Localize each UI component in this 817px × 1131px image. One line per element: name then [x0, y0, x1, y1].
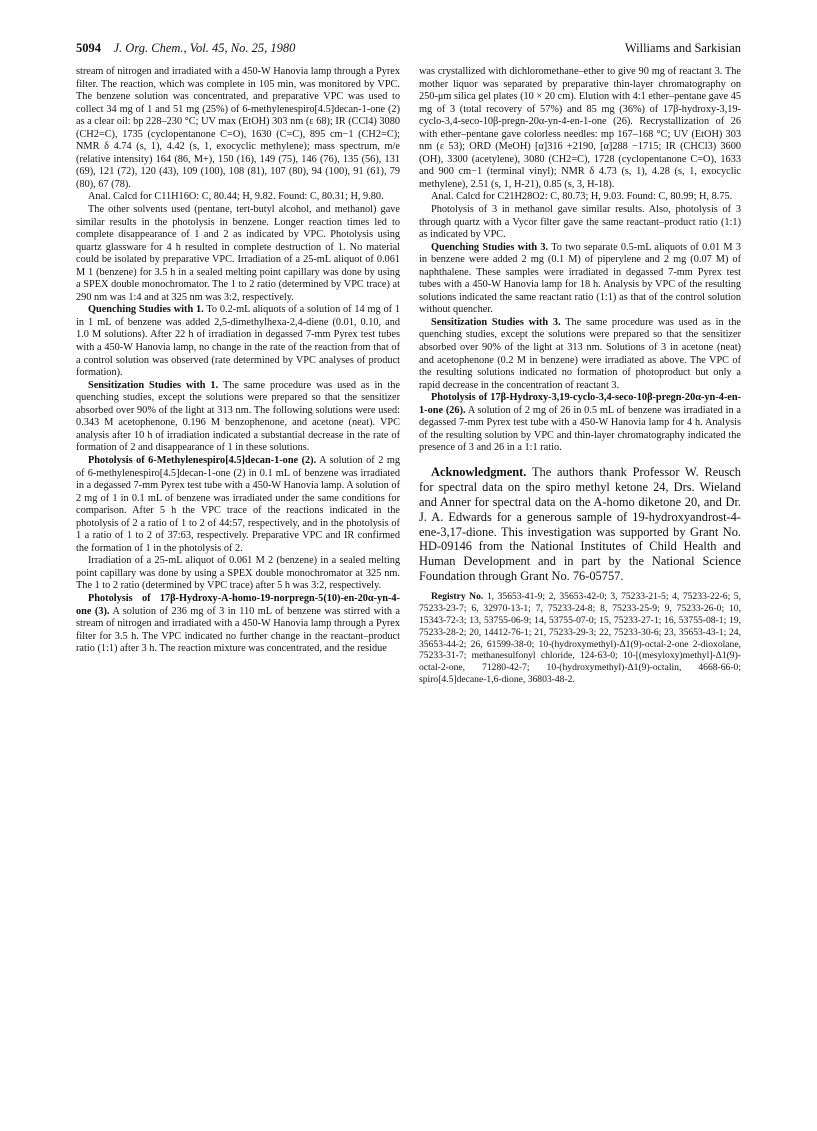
acknowledgment-heading: Acknowledgment.: [431, 464, 527, 479]
section-heading: Sensitization Studies with 3.: [431, 316, 561, 328]
section-heading: Quenching Studies with 1.: [88, 304, 204, 316]
paragraph: Quenching Studies with 1. To 0.2-mL aliquots of a solution of 14 mg of 1 in 1 mL of benzene was added 2,5-dimethylhexa-2,4-diene (0.01, 0.10, and 1.0 M solutions). After 22 h of irradiation in degassed 7-mm Pyrex test tubes with a 450-W Hanovia lamp, no change in the rate of the reaction from that of a control solution was observed (rate determined by VPC analyses of product formation).: [76, 304, 400, 379]
section-heading: Photolysis of 17β-Hydroxy-A-homo-19-norpregn-5(10)-en-20α-yn-4-one (3).: [76, 592, 400, 617]
paragraph: was crystallized with dichloromethane–ether to give 90 mg of reactant 3. The mother liquor was separated by preparative thin-layer chromatography on 250-μm silica gel plates (10 × 20 cm). Elution with 4:1 ether–pentane gave 45 mg of 3 (total recovery of 57%) and 85 mg (36%) of 17β-hydroxy-3,19-cyclo-3,4-seco-10β-pregn-20α-yn-4-en-1-one (26). Recrystallization of 26 with ether–pentane gave colorless needles: mp 167–168 °C; UV (EtOH) 303 nm (ε 53); ORD (MeOH) [α]316 +2190, [α]288 −1715; IR (CHCl3) 3600 (OH), 3300 (acetylene), 3080 (CH2=C), 1728 (cyclopentanone C=O), 1633 and 900 cm−1 (terminal vinyl); NMR δ 4.73 (s, 1), 4.28 (s, 1, exocyclic methylene), 2.51 (s, 1, H-21), 0.85 (s, 3, H-18).: [419, 66, 741, 190]
paragraph: Photolysis of 3 in methanol gave similar results. Also, photolysis of 3 through quartz with a Vycor filter gave the same reactant–product ratio (1:1) as indicated by VPC.: [419, 204, 741, 241]
paragraph: stream of nitrogen and irradiated with a 450-W Hanovia lamp through a Pyrex filter. The reaction, which was complete in 105 min, was monitored by VPC. The benzene solution was concentrated, and preparative VPC was used to collect 34 mg of 1 and 51 mg (25%) of 6-methylenespiro[4.5]decan-1-one (2) as a clear oil: bp 228–230 °C; UV max (EtOH) 303 nm (ε 68); IR (CCl4) 3080 (CH2=C), 1735 (cyclopentanone C=O), 1630 (C=C), 895 cm−1 (CH2=C); NMR δ 4.74 (s, 1), 4.42 (s, 1, exocyclic methylene); mass spectrum, m/e (relative intensity) 164 (86, M+), 150 (16), 149 (75), 146 (76), 135 (56), 131 (69), 121 (72), 120 (43), 109 (100), 108 (81), 107 (80), 94 (100), 91 (61), 79 (80), 67 (78).: [76, 66, 400, 190]
section-heading: Photolysis of 6-Methylenespiro[4.5]decan-1-one (2).: [88, 454, 317, 466]
page-header: [76, 40, 741, 58]
acknowledgment: Acknowledgment. The authors thank Professor W. Reusch for spectral data on the spiro methyl ketone 24, Drs. Wieland and Anner for spectral data on the A-homo diketone 20, and Dr. J. A. Edwards for a generous sample of 19-hydroxyandrost-4-ene-3,17-dione. This investigation was supported by Grant No. HD-09146 from the National Institutes of Child Health and Human Development and in part by the National Science Foundation through Grant No. 76-05757.: [419, 464, 741, 584]
paragraph: Photolysis of 17β-Hydroxy-3,19-cyclo-3,4-seco-10β-pregn-20α-yn-4-en-1-one (26). A solution of 2 mg of 26 in 0.5 mL of benzene was irradiated in a degassed 7-mm Pyrex test tube with a 450-W Hanovia lamp for 4 h. Analysis of the resulting solution by VPC and thin-layer chromatography indicated the presence of 3 and 26 in a 1:1 ratio.: [419, 392, 741, 454]
paragraph: Photolysis of 17β-Hydroxy-A-homo-19-norpregn-5(10)-en-20α-yn-4-one (3). A solution of 236 mg of 3 in 110 mL of benzene was stirred with a stream of nitrogen and irradiated with a 450-W Hanovia lamp through a Pyrex filter for 3.5 h. The VPC indicated no further change in the reactant–product ratio (1:1) after 3 h. The reaction mixture was concentrated, and the residue: [76, 592, 401, 655]
paragraph: Irradiation of a 25-mL aliquot of 0.061 M 2 (benzene) in a sealed melting point capillary was done by using a SPEX double monochromator at 325 nm. The 1 to 2 ratio (determined by VPC trace) after 5 h was 3:2, respectively.: [76, 555, 400, 592]
header-left: [76, 40, 295, 56]
page-number: 5094: [76, 41, 101, 55]
section-heading: Photolysis of 17β-Hydroxy-3,19-cyclo-3,4-seco-10β-pregn-20α-yn-4-en-1-one (26).: [419, 392, 741, 416]
section-heading: Sensitization Studies with 1.: [88, 379, 219, 391]
registry-numbers: Registry No. 1, 35653-41-9; 2, 35653-42-0; 3, 75233-21-5; 4, 75233-22-6; 5, 75233-23-7; 6, 32970-13-1; 7, 75233-24-8; 8, 75233-25-9; 9, 75233-26-0; 10, 15343-72-3; 13, 53755-06-9; 14, 53755-07-0; 15, 75233-27-1; 16, 53755-08-1; 19, 75233-28-2; 20, 14412-76-1; 21, 75233-29-3; 22, 75233-30-6; 23, 35653-43-1; 24, 35653-44-2; 26, 61599-38-0; 10-(hydroxymethyl)-Δ1(9)-octal-2-one 2-dioxolane, 75233-31-7; methanesulfonyl chloride, 124-63-0; 10-[(mesyloxy)methyl]-Δ1(9)-octal-2-one, 71280-42-7; 10-(hydroxymethyl)-Δ1(9)-octalin, 4668-66-0; spiro[4.5]decane-1,6-dione, 36803-48-2.: [419, 591, 741, 686]
paragraph: Photolysis of 6-Methylenespiro[4.5]decan-1-one (2). A solution of 2 mg of 6-methylenespiro[4.5]decan-1-one (2) in 0.1 mL of benzene was irradiated in a degassed 7-mm Pyrex test tube with a 450-W Hanovia lamp. A solution of 2 mg of 1 in 0.1 mL of benzene was irradiated under the same conditions for comparison. After 5 h the VPC trace of the reactions indicated in the photolysis of 2 a ratio of 1 to 2 of 44:57, respectively, and in the photolysis of 1 a ratio of 1 to 2 of 37:63, respectively. Preparative VPC and IR confirmed the formation of 1 in the photolysis of 2.: [76, 454, 400, 554]
paragraph: The other solvents used (pentane, tert-butyl alcohol, and methanol) gave similar results in the photolysis in benzene. Longer reaction times led to complete disappearance of 1 and 2 as indicated by VPC. Photolysis using quartz glassware for 4 h resulted in complete destruction of 1. No material could be isolated by preparative VPC. Irradiation of a 25-mL aliquot of 0.061 M 1 (benzene) for 3.5 h in a sealed melting point capillary was done by using a SPEX double monochromator. The 1 to 2 ratio (determined by VPC trace) at 290 nm was 1:4 and at 325 nm was 3:2, respectively.: [76, 204, 400, 303]
left-column: [76, 66, 400, 656]
right-column: [419, 66, 741, 686]
running-authors: Williams and Sarkisian: [624, 41, 741, 55]
section-heading: Quenching Studies with 3.: [431, 241, 549, 253]
paragraph: Sensitization Studies with 3. The same procedure was used as in the quenching studies, except the solutions were prepared so that the sensitizer absorbed over 90% of the light at 313 nm. Solutions of 3 in acetone (neat) and acetophenone (0.2 M in benzene) were irradiated as above. The VPC of the resulting solutions indicated no formation of photoproduct but only a rapid decrease in the concentration of reactant 3.: [419, 316, 741, 391]
paragraph: Sensitization Studies with 1. The same procedure was used as in the quenching studies, except the solutions were prepared so that the sensitizer absorbed over 90% of the light at 313 nm. The following solutions were used: 0.343 M acetophenone, 0.196 M benzophenone, and acetone (neat). VPC analysis after 10 h of irradiation indicated a substantial decrease in the rate of formation of 2 and disappearance of 1 in these solutions.: [76, 379, 401, 454]
paragraph: Anal. Calcd for C21H28O2: C, 80.73; H, 9.03. Found: C, 80.99; H, 8.75.: [431, 191, 733, 203]
paragraph: Quenching Studies with 3. To two separate 0.5-mL aliquots of 0.01 M 3 in benzene were added 2 mg (0.1 M) of piperylene and 2 mg (0.07 M) of naphthalene. These samples were irradiated in degassed 7-mm Pyrex test tubes with a 450-W Hanovia lamp for 18 h. Analysis by VPC of the resulting solutions indicated the same reactant ratio (1:1) as that of the control solution without quencher.: [419, 241, 741, 316]
paragraph: Anal. Calcd for C11H16O: C, 80.44; H, 9.82. Found: C, 80.31; H, 9.80.: [88, 191, 384, 203]
registry-heading: Registry No.: [431, 591, 484, 603]
journal-citation: J. Org. Chem., Vol. 45, No. 25, 1980: [113, 41, 296, 55]
